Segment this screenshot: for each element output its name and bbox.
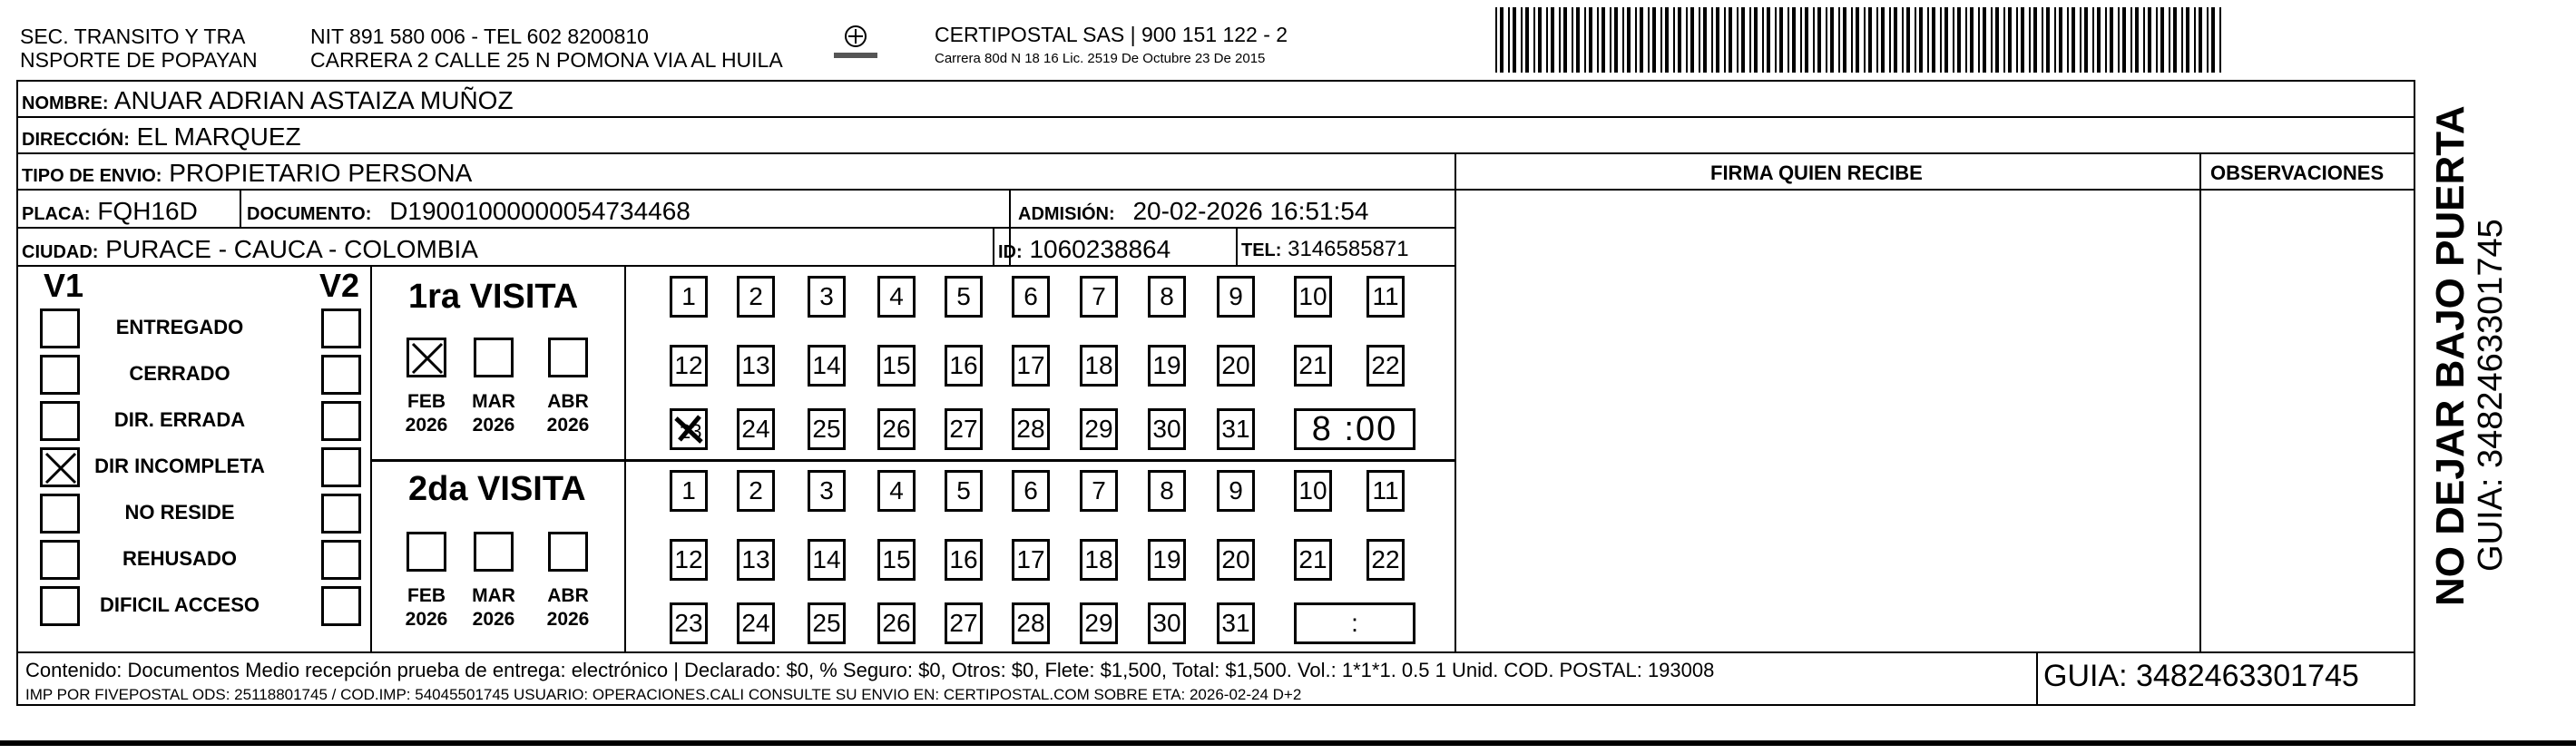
- barcode-bar: [2072, 7, 2075, 73]
- barcode-bar: [1559, 7, 1561, 73]
- second-day[interactable]: 10: [1294, 470, 1332, 512]
- barcode-bar: [1876, 7, 1878, 73]
- second-day[interactable]: 4: [877, 470, 916, 512]
- tipo-value: PROPIETARIO PERSONA: [169, 159, 473, 187]
- second-day[interactable]: 30: [1148, 602, 1186, 644]
- admision-label: ADMISIÓN:: [1018, 204, 1115, 224]
- barcode-bar: [1622, 7, 1624, 73]
- first-month-checkbox-1[interactable]: [474, 338, 514, 377]
- first-day[interactable]: 17: [1012, 345, 1050, 387]
- first-day[interactable]: 7: [1080, 276, 1118, 318]
- second-month-checkbox-1[interactable]: [474, 532, 514, 572]
- barcode-bar: [1978, 7, 1980, 73]
- barcode-bar: [2148, 7, 2151, 73]
- first-day[interactable]: 13: [737, 345, 775, 387]
- barcode-bar: [1538, 7, 1542, 73]
- v2-header: V2: [319, 267, 360, 304]
- first-day[interactable]: 28: [1012, 408, 1050, 450]
- barcode-bar: [1563, 7, 1567, 73]
- barcode-bar: [1864, 7, 1866, 73]
- second-day[interactable]: 16: [945, 539, 983, 581]
- barcode-bar: [1749, 7, 1751, 73]
- barcode-bar: [2160, 7, 2164, 73]
- barcode-bar: [1894, 7, 1897, 73]
- barcode-bar: [2199, 7, 2202, 73]
- company-name: CERTIPOSTAL SAS | 900 151 122 - 2: [935, 23, 1288, 46]
- barcode-bar: [1843, 7, 1846, 73]
- side-guia: GUIA: 3482463301745: [2472, 219, 2510, 572]
- barcode-bar: [1686, 7, 1688, 73]
- barcode-bar: [1546, 7, 1548, 73]
- barcode-bar: [1635, 7, 1637, 73]
- second-day[interactable]: 25: [808, 602, 846, 644]
- barcode-bar: [1817, 7, 1821, 73]
- barcode-bar: [1970, 7, 1974, 73]
- first-day[interactable]: 4: [877, 276, 916, 318]
- barcode-bar: [1614, 7, 1618, 73]
- barcode-bar: [1767, 7, 1770, 73]
- barcode-bar: [1513, 7, 1516, 73]
- barcode-bar: [1601, 7, 1605, 73]
- first-day[interactable]: 5: [945, 276, 983, 318]
- first-day[interactable]: 9: [1217, 276, 1255, 318]
- barcode: [1495, 7, 2228, 73]
- barcode-bar: [1788, 7, 1789, 73]
- barcode-bar: [1830, 7, 1834, 73]
- svg-text:23: 23: [680, 420, 702, 443]
- barcode-bar: [1660, 7, 1662, 73]
- second-day[interactable]: 20: [1217, 539, 1255, 581]
- second-month-checkbox-0[interactable]: [406, 532, 446, 572]
- barcode-bar: [1779, 7, 1783, 73]
- barcode-bar: [2092, 7, 2094, 73]
- second-day[interactable]: 15: [877, 539, 916, 581]
- second-day[interactable]: 23: [670, 602, 708, 644]
- barcode-bar: [1800, 7, 1802, 73]
- barcode-bar: [1648, 7, 1650, 73]
- first-month-checkbox-2[interactable]: [548, 338, 588, 377]
- first-day[interactable]: 2: [737, 276, 775, 318]
- barcode-bar: [1775, 7, 1777, 73]
- barcode-bar: [1703, 7, 1707, 73]
- barcode-bar: [2046, 7, 2050, 73]
- barcode-bar: [1953, 7, 1954, 73]
- barcode-bar: [2110, 7, 2113, 73]
- first-month-label: MAR 2026: [472, 391, 515, 436]
- second-day[interactable]: 22: [1366, 539, 1405, 581]
- second-day[interactable]: 9: [1217, 470, 1255, 512]
- barcode-bar: [1838, 7, 1840, 73]
- first-day[interactable]: 15: [877, 345, 916, 387]
- barcode-bar: [2181, 7, 2183, 73]
- barcode-bar: [1826, 7, 1827, 73]
- first-time-field[interactable]: 8 :00: [1294, 408, 1415, 450]
- second-day[interactable]: 28: [1012, 602, 1050, 644]
- sender-name-line1: SEC. TRANSITO Y TRA: [20, 24, 246, 48]
- first-day[interactable]: 27: [945, 408, 983, 450]
- barcode-bar: [2084, 7, 2088, 73]
- barcode-bar: [1965, 7, 1967, 73]
- placa-label: PLACA:: [22, 204, 91, 224]
- nombre-label: NOMBRE:: [22, 93, 109, 113]
- barcode-bar: [2003, 7, 2005, 73]
- second-day[interactable]: 27: [945, 602, 983, 644]
- barcode-bar: [1640, 7, 1643, 73]
- second-month-label: ABR 2026: [546, 585, 590, 630]
- company-address: Carrera 80d N 18 16 Lic. 2519 De Octubre 23 De 2015: [935, 51, 1266, 66]
- barcode-bar: [1741, 7, 1745, 73]
- barcode-bar: [1525, 7, 1529, 73]
- first-day[interactable]: 11: [1366, 276, 1405, 318]
- barcode-bar: [2118, 7, 2120, 73]
- direccion-value: EL MARQUEZ: [136, 122, 301, 151]
- second-day[interactable]: 31: [1217, 602, 1255, 644]
- second-visit-title: 2da VISITA: [408, 470, 586, 508]
- v2-checkbox-4[interactable]: [321, 494, 361, 534]
- barcode-bar: [2207, 7, 2209, 73]
- sender-address: CARRERA 2 CALLE 25 N POMONA VIA AL HUILA: [310, 48, 783, 72]
- first-day[interactable]: 8: [1148, 276, 1186, 318]
- barcode-bar: [1919, 7, 1923, 73]
- status-label: ENTREGADO: [115, 316, 244, 338]
- tipo-label: TIPO DE ENVIO:: [22, 166, 162, 186]
- barcode-bar: [1991, 7, 1993, 73]
- barcode-bar: [2130, 7, 2132, 73]
- second-day[interactable]: 24: [737, 602, 775, 644]
- barcode-bar: [1813, 7, 1815, 73]
- v2-checkbox-3[interactable]: [321, 447, 361, 487]
- barcode-bar: [1729, 7, 1732, 73]
- barcode-bar: [1995, 7, 1999, 73]
- barcode-bar: [1572, 7, 1573, 73]
- first-day[interactable]: 10: [1294, 276, 1332, 318]
- side-warning: NO DEJAR BAJO PUERTA: [2428, 105, 2473, 606]
- second-day[interactable]: 13: [737, 539, 775, 581]
- second-day[interactable]: 3: [808, 470, 846, 512]
- ciudad-value: PURACE - CAUCA - COLOMBIA: [105, 235, 478, 263]
- first-day[interactable]: 25: [808, 408, 846, 450]
- v2-checkbox-6[interactable]: [321, 586, 361, 626]
- status-label: DIR. ERRADA: [113, 408, 246, 431]
- status-label: CERRADO: [129, 362, 230, 385]
- barcode-bar: [2042, 7, 2043, 73]
- second-day[interactable]: 11: [1366, 470, 1405, 512]
- barcode-bar: [1690, 7, 1694, 73]
- barcode-bar: [2059, 7, 2062, 73]
- barcode-bar: [1652, 7, 1656, 73]
- barcode-bar: [1678, 7, 1681, 73]
- v2-checkbox-0[interactable]: [321, 308, 361, 348]
- direccion-label: DIRECCIÓN:: [22, 130, 130, 150]
- second-day[interactable]: 12: [670, 539, 708, 581]
- barcode-bar: [1915, 7, 1916, 73]
- barcode-bar: [2156, 7, 2158, 73]
- status-label: DIR INCOMPLETA: [94, 455, 265, 477]
- barcode-bar: [2194, 7, 2196, 73]
- first-day-23-marked[interactable]: [670, 408, 708, 450]
- second-day[interactable]: 19: [1148, 539, 1186, 581]
- barcode-bar: [1500, 7, 1503, 73]
- barcode-bar: [1805, 7, 1808, 73]
- barcode-bar: [2173, 7, 2177, 73]
- second-day[interactable]: 8: [1148, 470, 1186, 512]
- first-month-label: ABR 2026: [546, 391, 590, 436]
- barcode-bar: [1906, 7, 1910, 73]
- id-label: ID:: [998, 242, 1023, 262]
- second-day[interactable]: 21: [1294, 539, 1332, 581]
- barcode-bar: [2186, 7, 2189, 73]
- barcode-bar: [2021, 7, 2024, 73]
- sender-name-line2: NSPORTE DE POPAYAN: [20, 48, 258, 72]
- barcode-bar: [1716, 7, 1719, 73]
- documento-value: D19001000000054734468: [389, 197, 691, 225]
- v2-checkbox-1[interactable]: [321, 355, 361, 395]
- barcode-bar: [1627, 7, 1631, 73]
- first-day[interactable]: 20: [1217, 345, 1255, 387]
- barcode-bar: [2219, 7, 2221, 73]
- first-day[interactable]: 24: [737, 408, 775, 450]
- barcode-bar: [2105, 7, 2107, 73]
- first-day[interactable]: 31: [1217, 408, 1255, 450]
- status-label: REHUSADO: [122, 547, 237, 570]
- second-day[interactable]: 6: [1012, 470, 1050, 512]
- barcode-bar: [1957, 7, 1961, 73]
- second-day[interactable]: 1: [670, 470, 708, 512]
- first-day[interactable]: 12: [670, 345, 708, 387]
- second-time-field[interactable]: :: [1294, 602, 1415, 644]
- barcode-bar: [1940, 7, 1942, 73]
- barcode-bar: [2211, 7, 2215, 73]
- v1-header: V1: [44, 267, 84, 304]
- second-month-checkbox-2[interactable]: [548, 532, 588, 572]
- first-day[interactable]: 16: [945, 345, 983, 387]
- second-day[interactable]: 26: [877, 602, 916, 644]
- second-month-label: FEB 2026: [405, 585, 448, 630]
- sender-nit: NIT 891 580 006 - TEL 602 8200810: [310, 24, 649, 48]
- barcode-bar: [2067, 7, 2069, 73]
- id-value: 1060238864: [1029, 235, 1171, 263]
- barcode-bar: [1944, 7, 1948, 73]
- barcode-bar: [1673, 7, 1675, 73]
- barcode-bar: [1724, 7, 1726, 73]
- first-day[interactable]: 14: [808, 345, 846, 387]
- barcode-bar: [1927, 7, 1929, 73]
- barcode-bar: [2135, 7, 2139, 73]
- barcode-bar: [2054, 7, 2056, 73]
- barcode-bar: [1792, 7, 1796, 73]
- barcode-bar: [2143, 7, 2145, 73]
- tel-label: TEL:: [1241, 240, 1282, 260]
- company-logo: [830, 20, 881, 71]
- barcode-bar: [1856, 7, 1859, 73]
- barcode-bar: [2016, 7, 2018, 73]
- first-day[interactable]: 21: [1294, 345, 1332, 387]
- first-day[interactable]: 1: [670, 276, 708, 318]
- barcode-bar: [1576, 7, 1580, 73]
- barcode-bar: [2029, 7, 2031, 73]
- barcode-bar: [1711, 7, 1713, 73]
- first-day[interactable]: 22: [1366, 345, 1405, 387]
- first-month-checkbox-0[interactable]: [406, 338, 446, 377]
- barcode-bar: [1754, 7, 1758, 73]
- second-day[interactable]: 7: [1080, 470, 1118, 512]
- barcode-bar: [1584, 7, 1586, 73]
- barcode-bar: [1610, 7, 1611, 73]
- barcode-bar: [1737, 7, 1739, 73]
- ciudad-label: CIUDAD:: [22, 242, 99, 262]
- documento-label: DOCUMENTO:: [247, 204, 372, 224]
- second-day[interactable]: 14: [808, 539, 846, 581]
- footer-guia: GUIA: 3482463301745: [2043, 659, 2359, 693]
- observaciones-header: OBSERVACIONES: [2210, 162, 2385, 184]
- first-day[interactable]: 3: [808, 276, 846, 318]
- barcode-bar: [2169, 7, 2170, 73]
- second-day[interactable]: 5: [945, 470, 983, 512]
- first-month-label: FEB 2026: [405, 391, 448, 436]
- barcode-bar: [2033, 7, 2037, 73]
- second-day[interactable]: 2: [737, 470, 775, 512]
- first-day[interactable]: 26: [877, 408, 916, 450]
- barcode-bar: [1589, 7, 1592, 73]
- barcode-bar: [1533, 7, 1535, 73]
- barcode-bar: [1699, 7, 1700, 73]
- second-month-label: MAR 2026: [472, 585, 515, 630]
- tel-value: 3146585871: [1288, 237, 1409, 261]
- barcode-bar: [1597, 7, 1599, 73]
- barcode-bar: [1551, 7, 1554, 73]
- first-day[interactable]: 30: [1148, 408, 1186, 450]
- v2-checkbox-5[interactable]: [321, 540, 361, 580]
- barcode-bar: [2097, 7, 2101, 73]
- footer-imp: IMP POR FIVEPOSTAL ODS: 25118801745 / COD.IMP: 54045501745 USUARIO: OPERACIONES.CALI CONSULTE SU ENVIO EN: CERTIPOSTAL.COM SOBRE ETA: 2026-02-24 D+2: [25, 686, 1302, 703]
- second-day[interactable]: 17: [1012, 539, 1050, 581]
- second-day[interactable]: 18: [1080, 539, 1118, 581]
- barcode-bar: [1665, 7, 1669, 73]
- barcode-bar: [1495, 7, 1497, 73]
- first-visit-title: 1ra VISITA: [408, 278, 579, 316]
- barcode-bar: [2080, 7, 2081, 73]
- first-day[interactable]: 19: [1148, 345, 1186, 387]
- firma-header: FIRMA QUIEN RECIBE: [1710, 162, 1923, 184]
- barcode-bar: [1851, 7, 1853, 73]
- status-label: NO RESIDE: [124, 501, 235, 524]
- status-label: DIFICIL ACCESO: [99, 593, 260, 616]
- barcode-bar: [1881, 7, 1885, 73]
- second-day[interactable]: 29: [1080, 602, 1118, 644]
- barcode-bar: [1508, 7, 1510, 73]
- barcode-bar: [1868, 7, 1872, 73]
- footer-contenido: Contenido: Documentos Medio recepción prueba de entrega: electrónico | Declarado: $0, % Seguro: $0, Otros: $0, Flete: $1,500, Total: $1,500. Vol.: 1*1*1. 0.5 1 Unid. COD. POSTAL: 193008: [25, 659, 1715, 681]
- barcode-bar: [2122, 7, 2126, 73]
- v2-checkbox-2[interactable]: [321, 401, 361, 441]
- barcode-bar: [1889, 7, 1891, 73]
- first-day[interactable]: 18: [1080, 345, 1118, 387]
- barcode-bar: [2008, 7, 2012, 73]
- barcode-bar: [1762, 7, 1764, 73]
- barcode-bar: [1902, 7, 1904, 73]
- barcode-bar: [1932, 7, 1935, 73]
- barcode-bar: [1983, 7, 1986, 73]
- admision-value: 20-02-2026 16:51:54: [1132, 197, 1369, 225]
- first-day[interactable]: 29: [1080, 408, 1118, 450]
- nombre-value: ANUAR ADRIAN ASTAIZA MUÑOZ: [113, 86, 514, 114]
- placa-value: FQH16D: [97, 197, 198, 225]
- barcode-bar: [1521, 7, 1523, 73]
- first-day[interactable]: 6: [1012, 276, 1050, 318]
